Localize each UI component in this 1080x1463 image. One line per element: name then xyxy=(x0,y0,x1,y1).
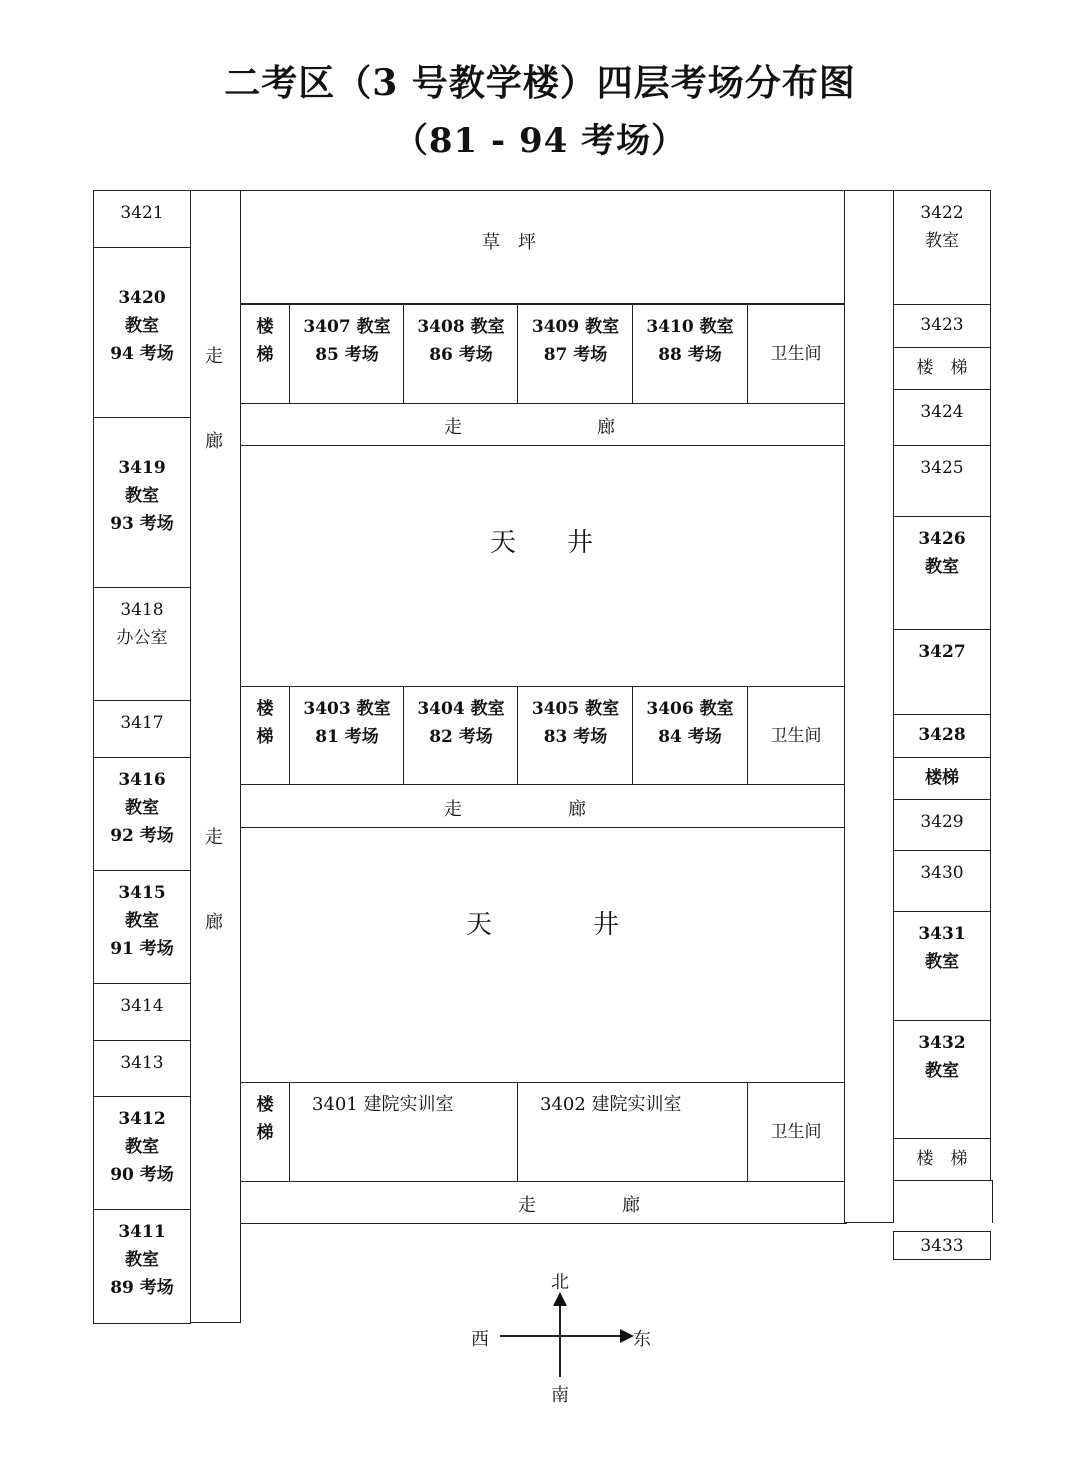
room-label-line: 3409 教室 xyxy=(531,317,620,337)
middle-corridor xyxy=(240,784,845,828)
room-label-line: 3402 建院实训室 xyxy=(540,1094,682,1115)
room-label-line: 90 考场 xyxy=(110,1165,174,1185)
room-label-line: 教室 xyxy=(125,486,159,506)
room-label-line: 3413 xyxy=(120,1053,164,1073)
lawn-area xyxy=(240,190,845,304)
room-label-line: 89 考场 xyxy=(110,1278,174,1298)
compass-south-label: 南 xyxy=(551,1385,569,1406)
room-label-line: 3423 xyxy=(920,315,964,335)
west-room-9 xyxy=(93,1096,191,1210)
room-label-line: 3404 教室 xyxy=(417,699,505,719)
middle_row-room-1 xyxy=(403,686,519,785)
room-label-line: 3406 教室 xyxy=(646,699,734,719)
east-room-8 xyxy=(893,757,991,800)
east-room-3 xyxy=(893,389,991,446)
west-room-1 xyxy=(93,247,191,418)
room-label-line: 3429 xyxy=(920,812,964,832)
west-room-4 xyxy=(93,700,191,758)
room-label-line: 3412 xyxy=(118,1109,166,1129)
compass-west-label: 西 xyxy=(471,1329,489,1350)
east-room-10 xyxy=(893,850,991,912)
room-label-line: 86 考场 xyxy=(429,345,493,365)
west-room-10 xyxy=(93,1209,191,1324)
restroom-label: 卫生间 xyxy=(770,344,822,364)
room-label-line: 3422 xyxy=(920,203,964,223)
restroom-label: 卫生间 xyxy=(770,1122,822,1142)
stairs-label-char: 梯 xyxy=(256,727,274,747)
room-label-line: 3432 xyxy=(918,1033,966,1053)
middle_row-room-3 xyxy=(632,686,748,785)
east-room-14 xyxy=(893,1231,991,1260)
room-label-line: 84 考场 xyxy=(658,727,722,747)
room-label-line: 82 考场 xyxy=(429,727,493,747)
room-label-line: 教室 xyxy=(125,1137,159,1157)
room-label-line: 教室 xyxy=(125,316,159,336)
room-label-line: 楼 梯 xyxy=(916,1149,968,1169)
room-label-line: 83 考场 xyxy=(543,727,608,747)
west-room-5 xyxy=(93,757,191,871)
room-label-line: 3405 教室 xyxy=(531,699,620,719)
room-label-line: 3415 xyxy=(118,883,166,903)
west-corridor-label-zou-2: 走 xyxy=(205,827,223,848)
room-label-line: 94 考场 xyxy=(110,344,174,364)
east-room-7 xyxy=(893,714,991,758)
east-corridor xyxy=(844,190,894,1223)
room-label-line: 教室 xyxy=(925,1061,959,1081)
north_row-room-3 xyxy=(632,304,748,404)
lawn-label: 草 坪 xyxy=(482,232,536,253)
north_row-room-1 xyxy=(403,304,519,404)
east-room-6 xyxy=(893,629,991,715)
room-label-line: 93 考场 xyxy=(110,514,174,534)
north_row-restroom xyxy=(747,304,845,404)
north-corridor-label-lang: 廊 xyxy=(597,417,615,438)
room-label-line: 教室 xyxy=(125,1250,159,1270)
room-label-line: 92 考场 xyxy=(110,826,174,846)
room-label-line: 3418 xyxy=(120,600,164,620)
north_row-room-2 xyxy=(517,304,634,404)
courtyard-middle-label-tian: 天 xyxy=(466,910,493,940)
middle-corridor-label-zou: 走 xyxy=(444,799,462,820)
north-corridor-label-zou: 走 xyxy=(444,417,462,438)
north_row-room-0 xyxy=(289,304,405,404)
room-label-line: 教室 xyxy=(925,231,959,251)
room-label-line: 87 考场 xyxy=(543,345,608,365)
room-label-line: 3433 xyxy=(920,1236,964,1256)
room-label-line: 办公室 xyxy=(116,628,168,648)
stairs-label-char: 梯 xyxy=(256,1123,274,1143)
room-label-line: 3420 xyxy=(118,288,166,308)
east-room-11 xyxy=(893,911,991,1021)
west-room-8 xyxy=(93,1040,191,1097)
room-label-line: 3407 教室 xyxy=(303,317,391,337)
room-label-line: 3421 xyxy=(120,203,164,223)
courtyard-middle xyxy=(240,827,845,1083)
east-room-5 xyxy=(893,516,991,630)
courtyard-middle-label-jing: 井 xyxy=(593,910,620,940)
room-label-line: 3419 xyxy=(118,458,166,478)
compass-vertical-line xyxy=(559,1302,561,1377)
stairs-label-char: 楼 xyxy=(256,1095,274,1115)
stairs-label-char: 梯 xyxy=(256,345,274,365)
room-label-line: 3425 xyxy=(920,458,964,478)
east-empty-cell xyxy=(893,1180,993,1223)
room-label-line: 3411 xyxy=(118,1222,166,1242)
courtyard-north xyxy=(240,445,845,687)
middle_row-room-0 xyxy=(289,686,405,785)
stairs-label-char: 楼 xyxy=(256,317,274,337)
middle_row-restroom xyxy=(747,686,845,785)
room-label-line: 教室 xyxy=(125,798,159,818)
courtyard-north-label-jing: 井 xyxy=(567,528,594,558)
room-label-line: 3431 xyxy=(918,924,966,944)
room-label-line: 教室 xyxy=(925,557,959,577)
room-label-line: 楼梯 xyxy=(925,768,959,788)
page-subtitle: （81 - 94 考场） xyxy=(393,121,687,161)
room-label-line: 85 考场 xyxy=(315,345,379,365)
south_row-restroom xyxy=(747,1082,845,1182)
west-room-3 xyxy=(93,587,191,701)
room-label-line: 3410 教室 xyxy=(646,317,734,337)
east-room-1 xyxy=(893,304,991,348)
room-label-line: 3414 xyxy=(120,996,164,1016)
room-label-line: 3417 xyxy=(120,713,164,733)
west-room-0 xyxy=(93,190,191,248)
south-corridor xyxy=(240,1181,847,1224)
east-room-9 xyxy=(893,799,991,851)
north-arrow-icon xyxy=(553,1292,567,1306)
room-label-line: 3427 xyxy=(918,642,966,662)
east-room-4 xyxy=(893,445,991,517)
room-label-line: 91 考场 xyxy=(110,939,174,959)
east-room-13 xyxy=(893,1138,991,1182)
middle-corridor-label-lang: 廊 xyxy=(568,799,586,820)
room-label-line: 教室 xyxy=(125,911,159,931)
south_row-stairs xyxy=(240,1082,290,1182)
room-label-line: 教室 xyxy=(925,952,959,972)
restroom-label: 卫生间 xyxy=(770,725,822,746)
west-corridor-label-lang-1: 廊 xyxy=(205,431,223,452)
room-label-line: 3416 xyxy=(118,770,166,790)
south-corridor-label-zou: 走 xyxy=(518,1195,536,1216)
west-corridor-label-lang-2: 廊 xyxy=(205,912,223,933)
south_row-room-1 xyxy=(517,1082,748,1182)
east-arrow-icon xyxy=(620,1329,634,1343)
north_row-stairs xyxy=(240,304,290,404)
courtyard-north-label-tian: 天 xyxy=(490,528,517,558)
west-room-2 xyxy=(93,417,191,588)
room-label-line: 3430 xyxy=(920,863,964,883)
room-label-line: 3403 教室 xyxy=(303,699,391,719)
east-room-12 xyxy=(893,1020,991,1139)
middle_row-room-2 xyxy=(517,686,634,785)
compass-north-label: 北 xyxy=(551,1272,569,1293)
north-corridor xyxy=(240,403,845,446)
middle_row-stairs xyxy=(240,686,290,785)
room-label-line: 3424 xyxy=(920,402,964,422)
stairs-label-char: 楼 xyxy=(256,699,274,719)
compass-east-label: 东 xyxy=(633,1329,651,1350)
west-room-6 xyxy=(93,870,191,984)
east-room-0 xyxy=(893,190,991,305)
south_row-room-0 xyxy=(289,1082,519,1182)
room-label-line: 81 考场 xyxy=(315,727,379,747)
room-label-line: 3408 教室 xyxy=(417,317,505,337)
south-corridor-label-lang: 廊 xyxy=(622,1195,640,1216)
west-corridor-label-zou-1: 走 xyxy=(205,346,223,367)
compass-horizontal-line xyxy=(500,1335,622,1337)
room-label-line: 3428 xyxy=(918,725,966,745)
room-label-line: 3401 建院实训室 xyxy=(312,1094,454,1115)
room-label-line: 3426 xyxy=(918,529,966,549)
east-room-2 xyxy=(893,347,991,390)
page-title: 二考区（3 号教学楼）四层考场分布图 xyxy=(224,62,856,104)
west-room-7 xyxy=(93,983,191,1041)
room-label-line: 楼 梯 xyxy=(916,358,968,378)
room-label-line: 88 考场 xyxy=(658,345,722,365)
